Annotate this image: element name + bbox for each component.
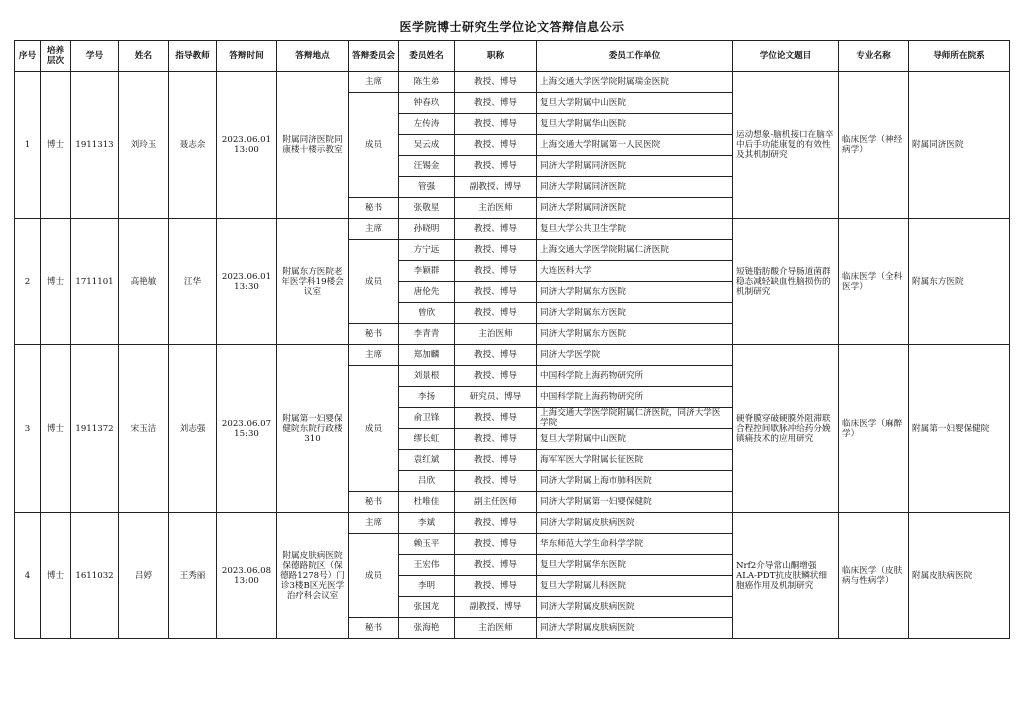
- page-title: 医学院博士研究生学位论文答辩信息公示: [399, 20, 625, 34]
- committee-role: 成员: [349, 534, 399, 618]
- table-header-row: [15, 41, 1010, 72]
- member-title: 教授、博导: [455, 240, 537, 261]
- member-title: 教授、博导: [455, 114, 537, 135]
- supervisor-department: 附属东方医院: [909, 219, 1010, 345]
- defense-place: 附属皮肤病医院保德路院区（保德路1278号）门诊3楼B区光医学治疗科会议室: [277, 513, 349, 639]
- table-row: [15, 219, 1010, 240]
- member-name: 杜唯佳: [399, 492, 455, 513]
- member-title: 教授、博导: [455, 345, 537, 366]
- column-header: 姓名: [119, 41, 169, 72]
- column-header: 委员姓名: [399, 41, 455, 72]
- member-name: 郑加麟: [399, 345, 455, 366]
- member-name: 李明: [399, 576, 455, 597]
- member-name: 方宁远: [399, 240, 455, 261]
- thesis-title: 硬脊膜穿破硬膜外阻滞联合程控间歇脉冲给药分娩镇痛技术的应用研究: [733, 345, 839, 513]
- column-header: 学号: [71, 41, 119, 72]
- column-header: 学位论文题目: [733, 41, 839, 72]
- supervisor-department: 附属皮肤病医院: [909, 513, 1010, 639]
- member-name: 李扬: [399, 387, 455, 408]
- student-id: 1911372: [71, 345, 119, 513]
- member-name: 袁红斌: [399, 450, 455, 471]
- student-name: 宋玉洁: [119, 345, 169, 513]
- defense-place: 附属同济医院同康楼十楼示教室: [277, 72, 349, 219]
- member-unit: 中国科学院上海药物研究所: [537, 387, 733, 408]
- column-header: 职称: [455, 41, 537, 72]
- member-title: 教授、博导: [455, 429, 537, 450]
- committee-role: 成员: [349, 240, 399, 324]
- column-header: 指导教师: [169, 41, 217, 72]
- major-name: 临床医学（皮肤病与性病学）: [839, 513, 909, 639]
- member-title: 教授、博导: [455, 408, 537, 429]
- row-number: 2: [15, 219, 41, 345]
- member-title: 主治医师: [455, 324, 537, 345]
- row-number: 3: [15, 345, 41, 513]
- defense-place: 附属第一妇婴保健院东院行政楼310: [277, 345, 349, 513]
- member-title: 主治医师: [455, 618, 537, 639]
- column-header: 答辩地点: [277, 41, 349, 72]
- member-name: 孙晓明: [399, 219, 455, 240]
- committee-role: 成员: [349, 366, 399, 492]
- thesis-title: 短链脂肪酸介导肠道菌群稳态减轻缺血性脑损伤的机制研究: [733, 219, 839, 345]
- member-title: 教授、博导: [455, 513, 537, 534]
- member-name: 刘景根: [399, 366, 455, 387]
- student-id: 1611032: [71, 513, 119, 639]
- supervisor-name: 江华: [169, 219, 217, 345]
- member-title: 教授、博导: [455, 450, 537, 471]
- member-unit: 复旦大学附属中山医院: [537, 93, 733, 114]
- member-name: 左传涛: [399, 114, 455, 135]
- row-number: 4: [15, 513, 41, 639]
- training-level: 博士: [41, 219, 71, 345]
- member-unit: 复旦大学公共卫生学院: [537, 219, 733, 240]
- committee-role: 秘书: [349, 198, 399, 219]
- defense-time: 2023.06.07 15:30: [217, 345, 277, 513]
- supervisor-name: 聂志余: [169, 72, 217, 219]
- member-title: 教授、博导: [455, 72, 537, 93]
- column-header: 委员工作单位: [537, 41, 733, 72]
- committee-role: 成员: [349, 93, 399, 198]
- row-number: 1: [15, 72, 41, 219]
- member-unit: 同济大学附属皮肤病医院: [537, 513, 733, 534]
- committee-role: 秘书: [349, 324, 399, 345]
- major-name: 临床医学（全科医学）: [839, 219, 909, 345]
- member-unit: 上海交通大学附属第一人民医院: [537, 135, 733, 156]
- member-name: 张敬星: [399, 198, 455, 219]
- member-name: 吕欣: [399, 471, 455, 492]
- member-unit: 同济大学附属皮肤病医院: [537, 597, 733, 618]
- student-id: 1711101: [71, 219, 119, 345]
- member-unit: 上海交通大学医学院附属仁济医院，同济大学医学院: [537, 408, 733, 429]
- member-name: 曾欣: [399, 303, 455, 324]
- member-name: 管强: [399, 177, 455, 198]
- defense-time: 2023.06.01 13:30: [217, 219, 277, 345]
- training-level: 博士: [41, 345, 71, 513]
- member-name: 吴云成: [399, 135, 455, 156]
- committee-role: 主席: [349, 219, 399, 240]
- member-unit: 大连医科大学: [537, 261, 733, 282]
- member-name: 钟春玖: [399, 93, 455, 114]
- committee-role: 秘书: [349, 618, 399, 639]
- defense-place: 附属东方医院老年医学科19楼会议室: [277, 219, 349, 345]
- member-unit: 同济大学附属皮肤病医院: [537, 618, 733, 639]
- member-title: 副教授、博导: [455, 177, 537, 198]
- member-title: 研究员、博导: [455, 387, 537, 408]
- member-title: 教授、博导: [455, 93, 537, 114]
- member-title: 副主任医师: [455, 492, 537, 513]
- member-name: 李颖群: [399, 261, 455, 282]
- defense-time: 2023.06.01 13:00: [217, 72, 277, 219]
- thesis-title: 运动想象-脑机接口在脑卒中后手功能康复的有效性及其机制研究: [733, 72, 839, 219]
- member-name: 李青青: [399, 324, 455, 345]
- supervisor-name: 王秀丽: [169, 513, 217, 639]
- committee-role: 主席: [349, 513, 399, 534]
- thesis-title: Nrf2介导常山酮增强ALA-PDT抗皮肤鳞状细胞癌作用及机制研究: [733, 513, 839, 639]
- student-name: 高艳敏: [119, 219, 169, 345]
- member-unit: 同济大学附属东方医院: [537, 282, 733, 303]
- member-name: 张海艳: [399, 618, 455, 639]
- member-title: 副教授、博导: [455, 597, 537, 618]
- column-header: 答辩委员会: [349, 41, 399, 72]
- column-header: 答辩时间: [217, 41, 277, 72]
- member-name: 汪锡金: [399, 156, 455, 177]
- member-unit: 复旦大学附属华东医院: [537, 555, 733, 576]
- member-name: 缪长虹: [399, 429, 455, 450]
- member-title: 教授、博导: [455, 303, 537, 324]
- committee-role: 主席: [349, 345, 399, 366]
- member-name: 俞卫锋: [399, 408, 455, 429]
- member-title: 教授、博导: [455, 156, 537, 177]
- member-name: 王宏伟: [399, 555, 455, 576]
- member-unit: 同济大学附属同济医院: [537, 198, 733, 219]
- column-header: 导师所在院系: [909, 41, 1010, 72]
- supervisor-department: 附属第一妇婴保健院: [909, 345, 1010, 513]
- member-title: 教授、博导: [455, 555, 537, 576]
- member-unit: 同济大学附属东方医院: [537, 303, 733, 324]
- member-name: 唐伦先: [399, 282, 455, 303]
- member-unit: 同济大学附属同济医院: [537, 156, 733, 177]
- student-name: 吕婷: [119, 513, 169, 639]
- member-name: 赖玉平: [399, 534, 455, 555]
- member-unit: 中国科学院上海药物研究所: [537, 366, 733, 387]
- member-unit: 同济大学医学院: [537, 345, 733, 366]
- member-unit: 海军军医大学附属长征医院: [537, 450, 733, 471]
- member-title: 教授、博导: [455, 219, 537, 240]
- member-title: 教授、博导: [455, 135, 537, 156]
- member-title: 教授、博导: [455, 471, 537, 492]
- member-name: 陈生弟: [399, 72, 455, 93]
- table-row: [15, 72, 1010, 93]
- member-unit: 复旦大学附属华山医院: [537, 114, 733, 135]
- major-name: 临床医学（麻醉学）: [839, 345, 909, 513]
- supervisor-department: 附属同济医院: [909, 72, 1010, 219]
- member-unit: 同济大学附属上海市肺科医院: [537, 471, 733, 492]
- member-name: 李斌: [399, 513, 455, 534]
- supervisor-name: 刘志强: [169, 345, 217, 513]
- table-body: [15, 72, 1010, 639]
- member-unit: 同济大学附属东方医院: [537, 324, 733, 345]
- table-row: [15, 345, 1010, 366]
- member-title: 教授、博导: [455, 366, 537, 387]
- column-header: 专业名称: [839, 41, 909, 72]
- column-header: 序号: [15, 41, 41, 72]
- training-level: 博士: [41, 72, 71, 219]
- major-name: 临床医学（神经病学）: [839, 72, 909, 219]
- student-name: 刘玲玉: [119, 72, 169, 219]
- committee-role: 秘书: [349, 492, 399, 513]
- member-unit: 同济大学附属同济医院: [537, 177, 733, 198]
- member-title: 教授、博导: [455, 261, 537, 282]
- committee-role: 主席: [349, 72, 399, 93]
- table-row: [15, 513, 1010, 534]
- member-unit: 华东师范大学生命科学学院: [537, 534, 733, 555]
- defense-info-table: [14, 40, 1010, 639]
- defense-time: 2023.06.08 13:00: [217, 513, 277, 639]
- student-id: 1911313: [71, 72, 119, 219]
- member-name: 张国龙: [399, 597, 455, 618]
- member-title: 教授、博导: [455, 282, 537, 303]
- member-unit: 上海交通大学医学院附属瑞金医院: [537, 72, 733, 93]
- training-level: 博士: [41, 513, 71, 639]
- member-title: 教授、博导: [455, 534, 537, 555]
- member-title: 主治医师: [455, 198, 537, 219]
- member-unit: 同济大学附属第一妇婴保健院: [537, 492, 733, 513]
- member-unit: 复旦大学附属儿科医院: [537, 576, 733, 597]
- member-unit: 复旦大学附属中山医院: [537, 429, 733, 450]
- column-header: 培养层次: [41, 41, 71, 72]
- member-unit: 上海交通大学医学院附属仁济医院: [537, 240, 733, 261]
- member-title: 教授、博导: [455, 576, 537, 597]
